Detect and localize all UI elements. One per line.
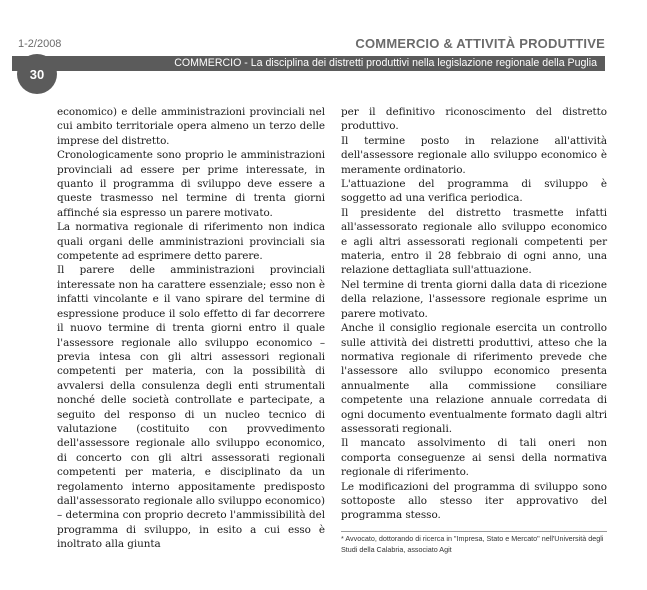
paragraph: economico) e delle amministrazioni provinciali nel cui ambito territoriale opera almeno un terzo delle imprese del distretto.	[57, 106, 325, 147]
paragraph: Cronologicamente sono proprio le amministrazioni provinciali ad essere per prime interessate, in quanto il programma di sviluppo deve essere a queste trasmesso nel termine di trenta giorni affinché sia espresso un parere motivato.	[57, 149, 325, 219]
page-number: 30	[29, 66, 45, 82]
paragraph: Il presidente del distretto trasmette infatti all'assessorato regionale allo sviluppo economico e agli altri assessorati regionali competenti per materia, entro il 28 febbraio di ogni anno, una relazione dettagliata sull'attuazione.	[341, 206, 607, 277]
paragraph: Nel termine di trenta giorni dalla data di ricezione della relazione, l'assessore regionale esprime un parere motivato.	[341, 278, 607, 320]
footnote-rule	[341, 531, 607, 532]
paragraph: Il mancato assolvimento di tali oneri non comporta conseguenze ai sensi della normativa regionale di riferimento.	[341, 437, 607, 479]
paragraph: Anche il consiglio regionale esercita un controllo sulle attività dei distretti produttivi, atteso che la normativa regionale di riferimento prevede che l'assessore allo sviluppo economico presenta annualmente alla commissione consiliare competente una relazione annuale corredata di ogni documento eventualmente formato dagli altri assessorati regionali.	[341, 322, 607, 435]
footnote: * Avvocato, dottorando di ricerca in "Impresa, Stato e Mercato" nell'Università degli Studi della Calabria, associato Agit	[341, 534, 604, 554]
article-title: COMMERCIO - La disciplina dei distretti produttivi nella legislazione regionale della Puglia	[174, 57, 597, 69]
issue-number: 1-2/2008	[18, 38, 62, 50]
paragraph: per il definitivo riconoscimento del distretto produttivo.	[341, 106, 607, 133]
paragraph: Il parere delle amministrazioni provinciali interessate non ha carattere essenziale; esso non è infatti vincolante e il vano spirare del termine di espressione produce il solo effetto di far decorrere il nuovo termine di trenta giorni entro il quale l'assessore regionale allo sviluppo economico – previa intesa con gli altri assessori regionali competenti per materia, con la possibilità di avvalersi della consulenza degli enti strumentali nonché delle società controllate e partecipate, a seguito del responso di un nucleo tecnico di valutazione (costituito con provvedimento dell'assessore regionale allo sviluppo economico, di concerto con gli altri assessorati regionali competenti per materia, e disciplinato da un regolamento interno appositamente predisposto dall'assessorato regionale allo sviluppo economico) – determina con proprio decreto l'ammissibilità del programma di sviluppo, in esito a cui esso è inoltrato alla giunta	[57, 264, 325, 551]
paragraph: Le modificazioni del programma di sviluppo sono sottoposte allo stesso iter approvativo del programma stesso.	[341, 480, 607, 522]
paragraph: Il termine posto in relazione all'attività dell'assessore regionale allo sviluppo economico è meramente ordinatorio.	[341, 134, 607, 176]
paragraph: La normativa regionale di riferimento non indica quali organi delle amministrazioni provinciali sia competente ad esprimere detto parere.	[57, 221, 325, 263]
right-column	[341, 105, 607, 523]
page-number-badge	[17, 54, 57, 94]
left-column	[57, 105, 325, 552]
section-title: COMMERCIO & ATTIVITÀ PRODUTTIVE	[355, 36, 605, 51]
article-title-banner	[12, 56, 605, 71]
paragraph: L'attuazione del programma di sviluppo è soggetto ad una verifica periodica.	[341, 178, 607, 205]
